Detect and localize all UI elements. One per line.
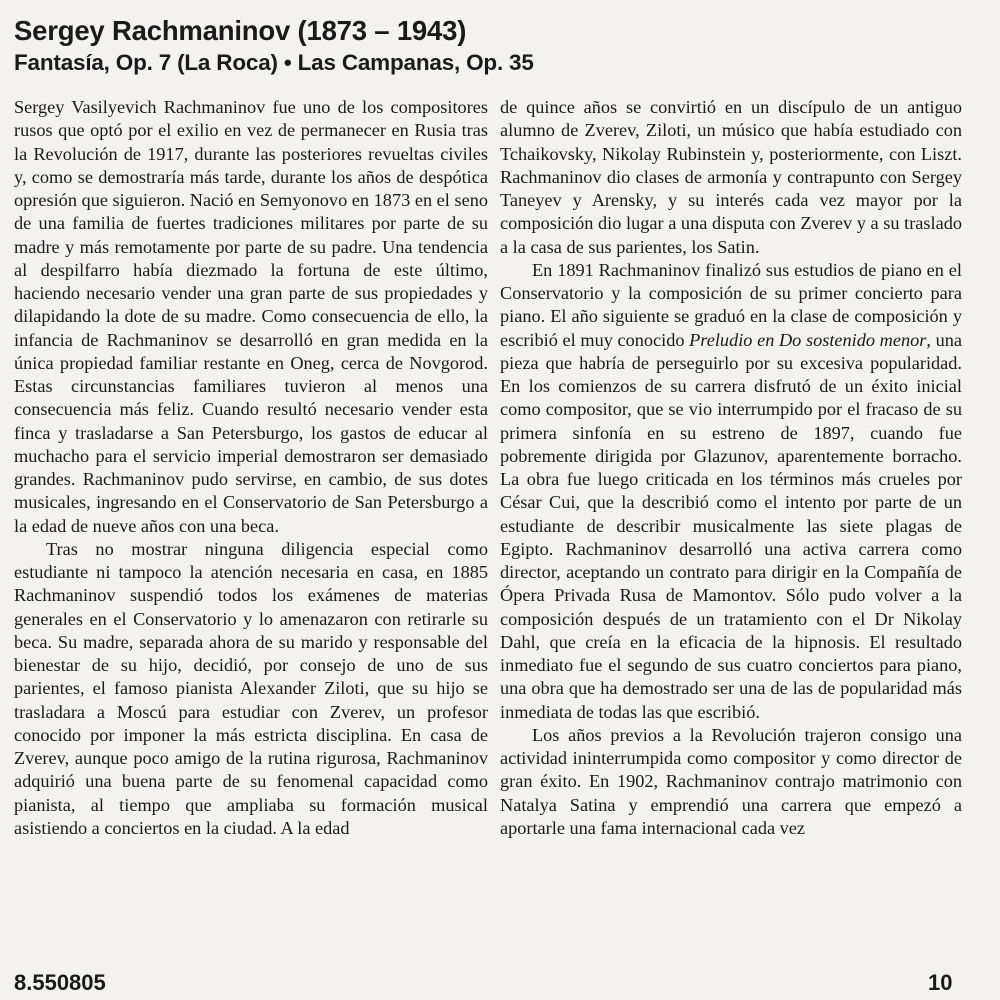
paragraph: Sergey Vasilyevich Rachmaninov fue uno de los compositores rusos que optó por el exilio en vez de permanecer en Rusia tras la Revolución de 1917, durante las posteriores revueltas civiles y, como se demostraría más tarde, durante los años de despótica opresión que siguieron. Nació en Semyonovo en 1873 en el seno de una familia de fuertes tradiciones militares por parte de su madre y más remotamente por parte de su padre. Una tendencia al despilfarro había diezmado la fortuna de este último, haciendo necesario vender una gran parte de sus propiedades y dilapidando la dote de su madre. Como consecuencia de ello, la infancia de Rachmaninov se desarrolló en gran medida en la única propiedad familiar restante en Oneg, cerca de Novgorod. Estas circunstancias familiares tuvieron al menos una consecuencia más feliz. Cuando resultó necesario vender esta finca y trasladarse a San Petersburgo, los gastos de educar al muchacho para el servicio imperial demostraron ser demasiado grandes. Rachmaninov pudo servirse, en cambio, de sus dotes musicales, ingresando en el Conservatorio de San Petersburgo a la edad de nueve años con una beca. bbox=[14, 97, 488, 536]
left-column bbox=[14, 96, 488, 840]
paragraph-text: , una pieza que habría de perseguirlo por su excesiva popularidad. En los comienzos de su carrera disfrutó de un éxito inicial como compositor, que se vio interrumpido por el fracaso de su primera sinfonía en su estreno de 1897, cuando fue pobremente dirigida por Glazunov, aparentemente borracho. La obra fue luego criticada en los términos más crueles por César Cui, que la describió como el intento por parte de un estudiante de describir musicalmente las siete plagas de Egipto. Rachmaninov desarrolló una activa carrera como director, aceptando un contrato para dirigir en la Compañía de Ópera Privada Rusa de Mamontov. Sólo pudo volver a la composición después de un tratamiento con el Dr Nikolay Dahl, que creía en la eficacia de la hipnosis. El resultado inmediato fue el segundo de sus cuatro conciertos para piano, una obra que ha demostrado ser una de las de popularidad más inmediata de todas las que escribió. bbox=[500, 329, 962, 722]
paragraph bbox=[500, 259, 962, 724]
page-header bbox=[14, 14, 534, 78]
page-subtitle: Fantasía, Op. 7 (La Roca) • Las Campanas, Op. 35 bbox=[14, 50, 534, 75]
work-title: Preludio en Do sostenido menor bbox=[689, 329, 927, 350]
right-column bbox=[500, 96, 962, 840]
page-number: 10 bbox=[928, 970, 953, 995]
paragraph: Tras no mostrar ninguna diligencia especial como estudiante ni tampoco la atención necesaria en casa, en 1885 Rachmaninov suspendió todos los exámenes de materias generales en el Conservatorio y lo amenazaron con retirarle su beca. Su madre, separada ahora de su marido y responsable del bienestar de su hijo, decidió, por consejo de uno de sus parientes, el famoso pianista Alexander Ziloti, que su hijo se trasladara a Moscú para estudiar con Zverev, un profesor conocido por imponer la más estricta disciplina. En casa de Zverev, aunque poco amigo de la rutina rigurosa, Rachmaninov adquirió una buena parte de su fenomenal capacidad como pianista, al tiempo que ampliaba su formación musical asistiendo a conciertos en la ciudad. A la edad bbox=[14, 538, 488, 838]
paragraph: Los años previos a la Revolución trajeron consigo una actividad ininterrumpida como compositor y como director de gran éxito. En 1902, Rachmaninov contrajo matrimonio con Natalya Satina y emprendió una carrera que empezó a aportarle una fama internacional cada vez bbox=[500, 724, 962, 838]
paragraph: de quince años se convirtió en un discípulo de un antiguo alumno de Zverev, Ziloti, un músico que había estudiado con Tchaikovsky, Nikolay Rubinstein y, posteriormente, con Liszt. Rachmaninov dio clases de armonía y contrapunto con Sergey Taneyev y Arensky, y su interés cada vez mayor por la composición dio lugar a una disputa con Zverev y a su traslado a la casa de sus parientes, los Satin. bbox=[500, 97, 962, 257]
page-title: Sergey Rachmaninov (1873 – 1943) bbox=[14, 15, 467, 46]
catalog-number: 8.550805 bbox=[14, 970, 106, 995]
paragraph-text: En 1891 Rachmaninov finalizó sus estudios de piano en el Conservatorio y la composición de su primer concierto para piano. El año siguiente se graduó en la clase de composición y escribió el muy conocido bbox=[500, 259, 962, 350]
